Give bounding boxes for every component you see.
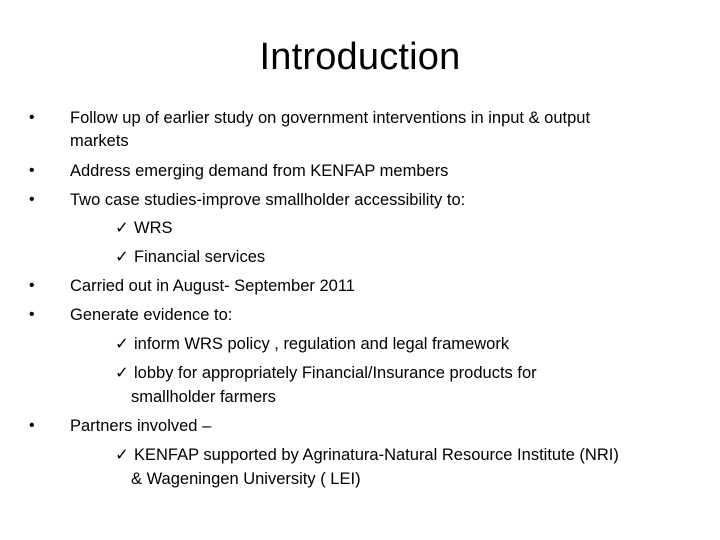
sub-bullet-text: KENFAP supported by Agrinatura-Natural Resource Institute (NRI) [134, 446, 619, 464]
sub-bullet-text: WRS [134, 219, 173, 237]
sub-bullet [115, 245, 265, 269]
bullet-text: Generate evidence to: [70, 306, 233, 324]
slide-title: Introduction [259, 36, 461, 78]
bullet-icon: • [29, 306, 35, 323]
sub-bullet [115, 443, 619, 467]
checkmark-icon: ✓ [115, 446, 129, 464]
bullet-text: Carried out in August- September 2011 [70, 277, 355, 295]
checkmark-icon: ✓ [115, 364, 129, 382]
sub-bullet-text-continued: & Wageningen University ( LEI) [131, 470, 361, 488]
bullet-icon: • [29, 162, 35, 179]
sub-bullet-text-continued: smallholder farmers [131, 388, 276, 406]
bullet-text-continued: markets [70, 132, 129, 150]
checkmark-icon: ✓ [115, 248, 129, 266]
bullet-icon: • [29, 417, 35, 434]
bullet-icon: • [29, 191, 35, 208]
sub-bullet [115, 216, 173, 240]
bullet-text: Address emerging demand from KENFAP members [70, 162, 449, 180]
sub-bullet-text: inform WRS policy , regulation and legal framework [134, 335, 510, 353]
bullet-text: Partners involved – [70, 417, 212, 435]
bullet-text: Follow up of earlier study on government interventions in input & output [70, 109, 591, 127]
sub-bullet [115, 332, 509, 356]
sub-bullet-text: Financial services [134, 248, 266, 266]
sub-bullet-text: lobby for appropriately Financial/Insurance products for [134, 364, 537, 382]
sub-bullet [115, 361, 537, 385]
checkmark-icon: ✓ [115, 335, 129, 353]
bullet-icon: • [29, 277, 35, 294]
bullet-icon: • [29, 109, 35, 126]
checkmark-icon: ✓ [115, 219, 129, 237]
bullet-text: Two case studies-improve smallholder accessibility to: [70, 191, 466, 209]
